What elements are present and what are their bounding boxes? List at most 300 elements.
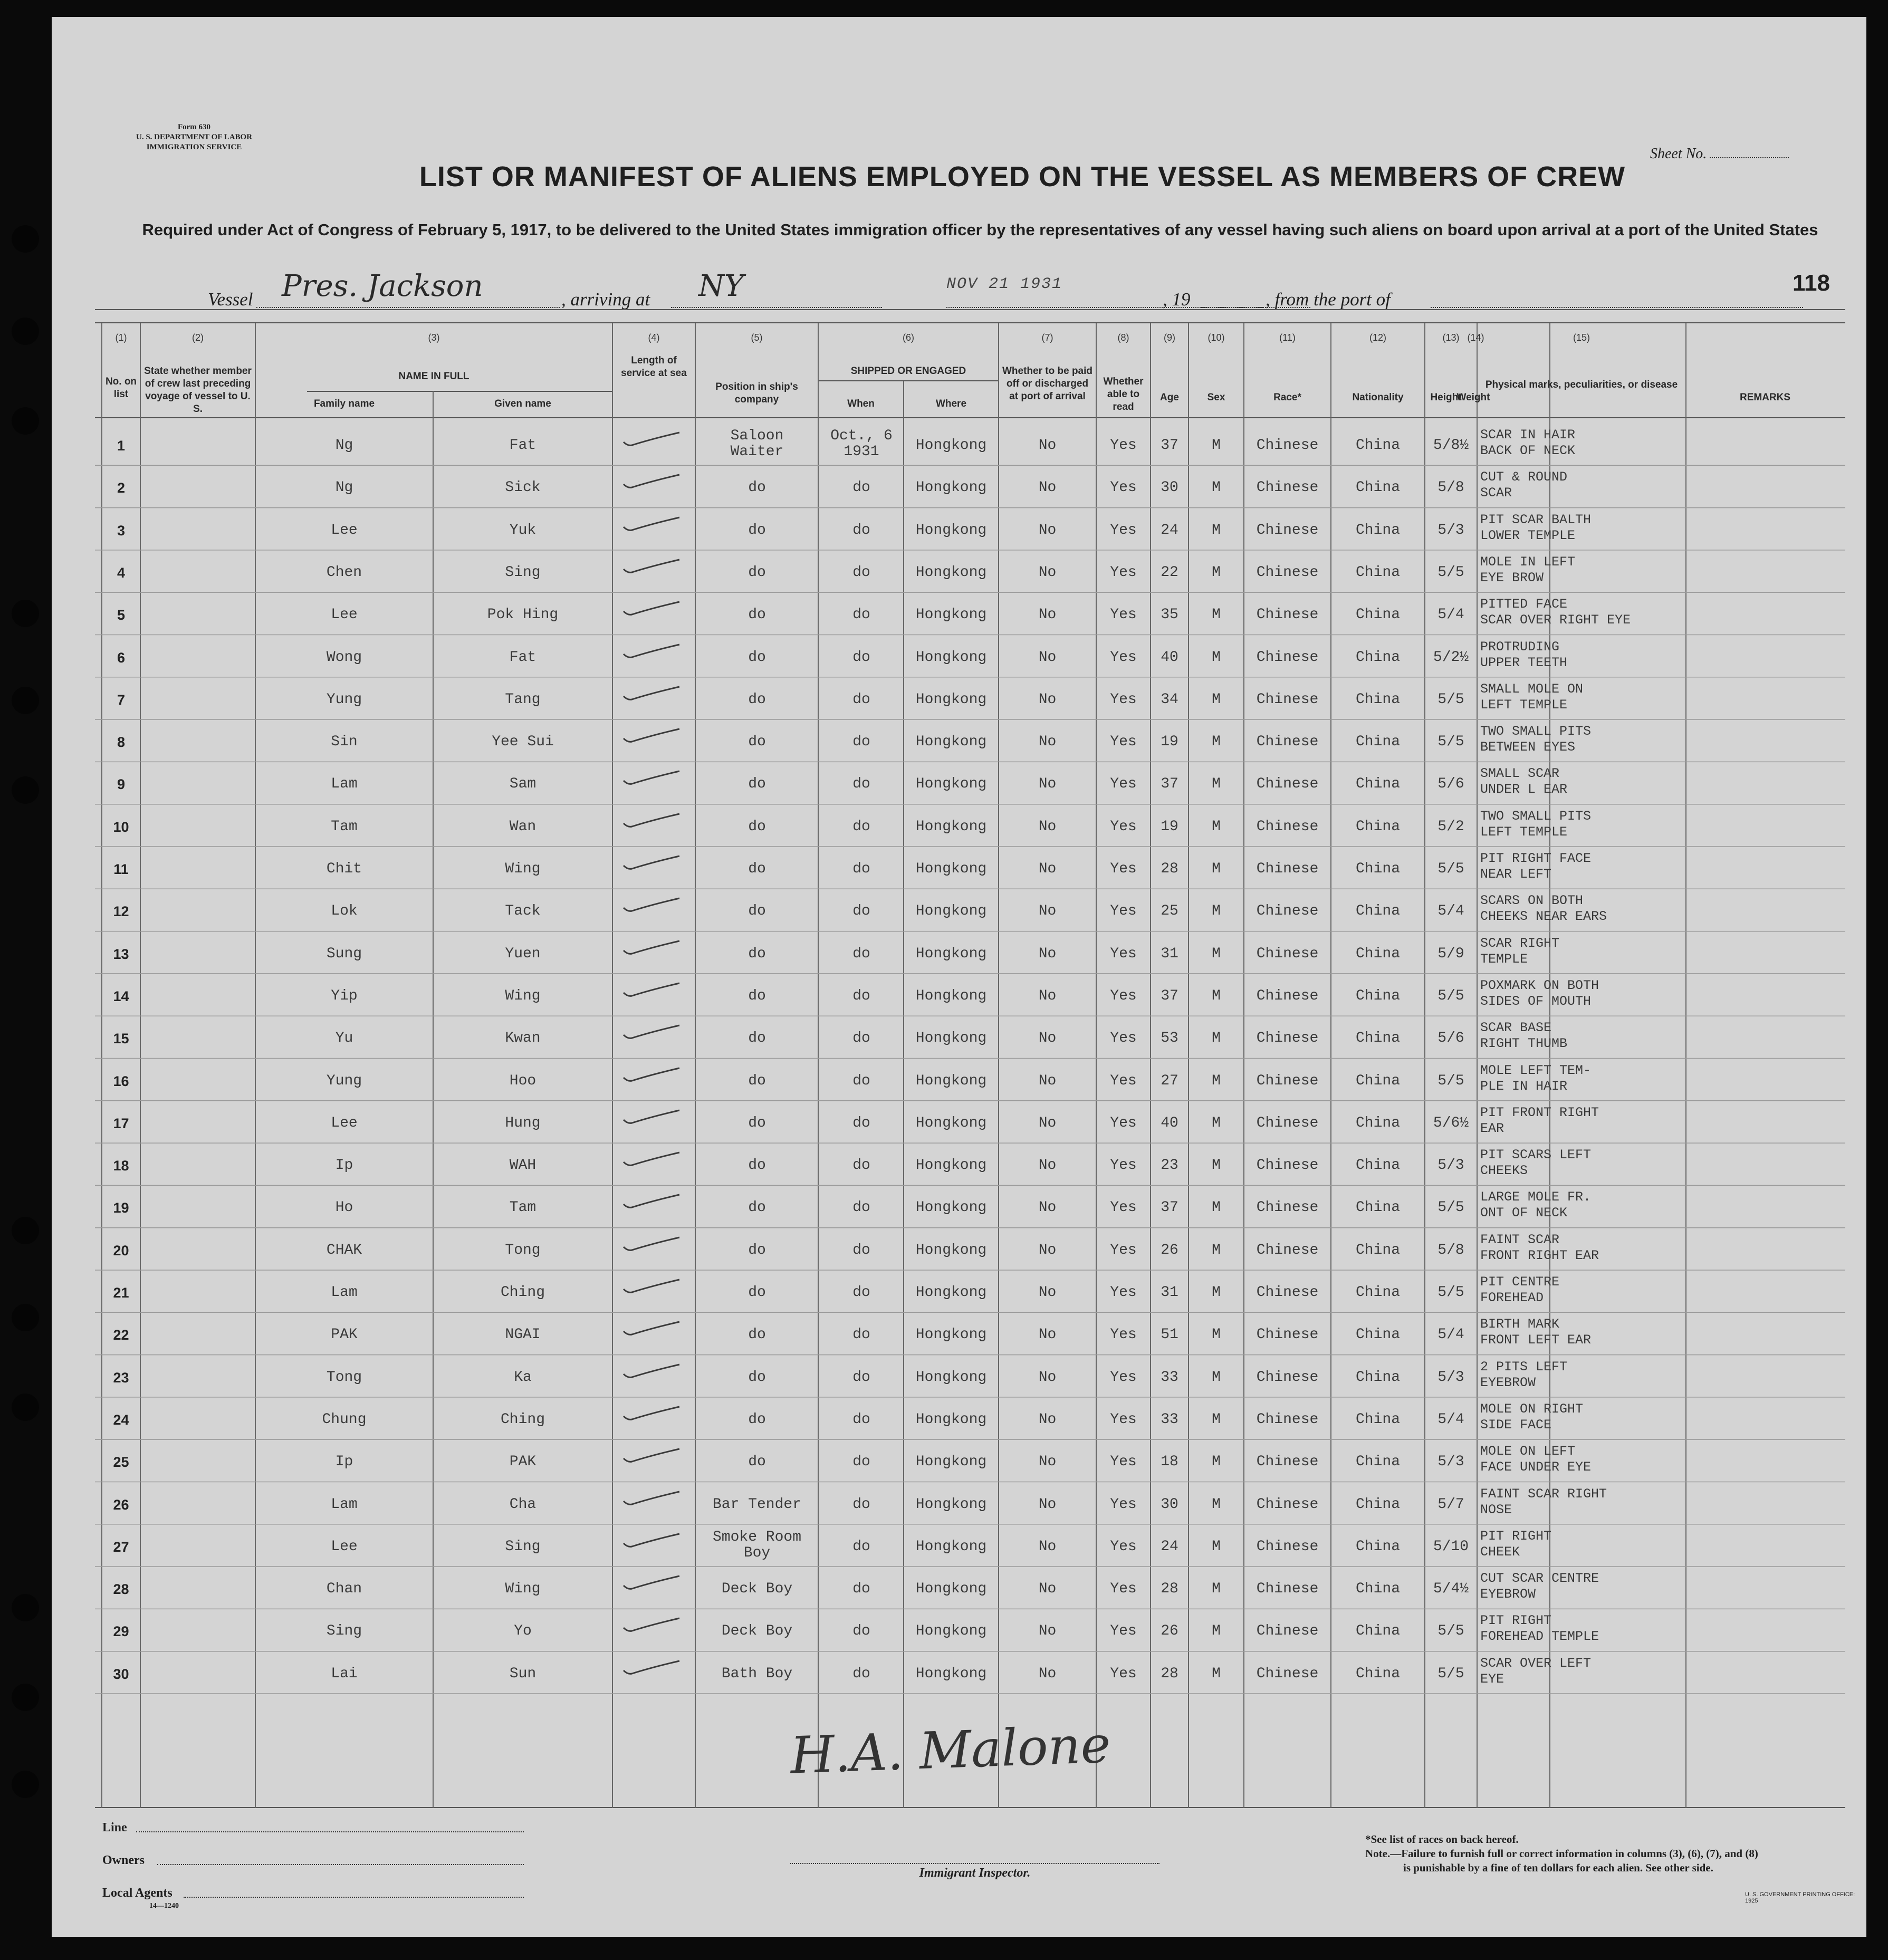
sex-cell: M bbox=[1212, 1454, 1221, 1471]
nationality-cell: China bbox=[1355, 1284, 1400, 1301]
family-name-cell: Lam bbox=[331, 1496, 358, 1513]
able-to-read-cell: Yes bbox=[1110, 1581, 1137, 1598]
able-to-read-cell: Yes bbox=[1110, 987, 1137, 1004]
year-label: , 19 bbox=[1163, 289, 1191, 310]
row-number: 16 bbox=[113, 1073, 129, 1089]
manifest-title: LIST OR MANIFEST OF ALIENS EMPLOYED ON THE VESSEL AS MEMBERS OF CREW bbox=[419, 161, 1626, 193]
where-cell: Hongkong bbox=[915, 1242, 987, 1258]
paid-off-cell: No bbox=[1038, 776, 1057, 793]
where-cell: Hongkong bbox=[915, 776, 987, 793]
position-cell: do bbox=[748, 1454, 766, 1471]
height-cell: 5/4 bbox=[1437, 1327, 1464, 1343]
age-cell: 18 bbox=[1161, 1454, 1178, 1471]
check-mark-icon bbox=[620, 558, 684, 575]
height-cell: 5/8 bbox=[1437, 1242, 1464, 1258]
paid-off-cell: No bbox=[1038, 903, 1057, 920]
header-given-name: Given name bbox=[494, 398, 551, 409]
nationality-cell: China bbox=[1355, 1496, 1400, 1513]
family-name-cell: Sin bbox=[331, 734, 358, 751]
when-cell: do bbox=[852, 987, 870, 1004]
physical-marks-cell: SMALL SCAR UNDER L EAR bbox=[1480, 766, 1568, 798]
nationality-cell: China bbox=[1355, 1454, 1400, 1471]
position-cell: do bbox=[748, 691, 766, 708]
check-mark-icon bbox=[620, 430, 684, 448]
family-name-cell: Tam bbox=[331, 818, 358, 835]
able-to-read-cell: Yes bbox=[1110, 1623, 1137, 1640]
family-name-cell: Chen bbox=[326, 564, 362, 581]
position-cell: do bbox=[748, 1157, 766, 1174]
check-mark-icon bbox=[620, 1235, 684, 1253]
height-cell: 5/5 bbox=[1437, 1199, 1464, 1216]
paid-off-cell: No bbox=[1038, 1665, 1057, 1682]
age-cell: 33 bbox=[1161, 1369, 1178, 1386]
when-cell: Oct., 6 1931 bbox=[830, 428, 893, 460]
race-cell: Chinese bbox=[1256, 1454, 1319, 1471]
nationality-cell: China bbox=[1355, 987, 1400, 1004]
header-where: Where bbox=[935, 398, 967, 409]
department-name: U. S. DEPARTMENT OF LABOR bbox=[136, 133, 253, 141]
race-cell: Chinese bbox=[1256, 522, 1319, 539]
age-cell: 27 bbox=[1161, 1072, 1178, 1089]
when-cell: do bbox=[852, 1114, 870, 1131]
paid-off-cell: No bbox=[1038, 1157, 1057, 1174]
when-cell: do bbox=[852, 818, 870, 835]
service-name: IMMIGRATION SERVICE bbox=[146, 143, 242, 151]
race-cell: Chinese bbox=[1256, 734, 1319, 751]
nationality-cell: China bbox=[1355, 1369, 1400, 1386]
age-cell: 23 bbox=[1161, 1157, 1178, 1174]
paid-off-cell: No bbox=[1038, 1242, 1057, 1258]
penalty-note bbox=[1365, 1847, 1758, 1861]
able-to-read-cell: Yes bbox=[1110, 1327, 1137, 1343]
sex-cell: M bbox=[1212, 1623, 1221, 1640]
when-cell: do bbox=[852, 1581, 870, 1598]
height-cell: 5/5 bbox=[1437, 1072, 1464, 1089]
when-cell: do bbox=[852, 1030, 870, 1047]
age-cell: 19 bbox=[1161, 818, 1178, 835]
manifest-page bbox=[52, 17, 1866, 1937]
when-cell: do bbox=[852, 607, 870, 623]
family-name-cell: Lai bbox=[331, 1665, 358, 1682]
binder-hole bbox=[12, 318, 39, 345]
nationality-cell: China bbox=[1355, 861, 1400, 877]
sex-cell: M bbox=[1212, 734, 1221, 751]
sex-cell: M bbox=[1212, 903, 1221, 920]
where-cell: Hongkong bbox=[915, 1369, 987, 1386]
check-mark-icon bbox=[620, 1405, 684, 1423]
race-cell: Chinese bbox=[1256, 861, 1319, 877]
header-family-name: Family name bbox=[313, 398, 375, 409]
binder-hole bbox=[12, 1594, 39, 1621]
when-cell: do bbox=[852, 903, 870, 920]
check-mark-icon bbox=[620, 1490, 684, 1507]
age-cell: 28 bbox=[1161, 1665, 1178, 1682]
where-cell: Hongkong bbox=[915, 945, 987, 962]
paid-off-cell: No bbox=[1038, 1496, 1057, 1513]
where-cell: Hongkong bbox=[915, 987, 987, 1004]
arriving-label: , arriving at bbox=[561, 289, 650, 310]
row-number: 19 bbox=[113, 1200, 129, 1216]
line-label: Line bbox=[102, 1821, 127, 1834]
sex-cell: M bbox=[1212, 649, 1221, 666]
where-cell: Hongkong bbox=[915, 1496, 987, 1513]
where-cell: Hongkong bbox=[915, 1538, 987, 1555]
paid-off-cell: No bbox=[1038, 1411, 1057, 1428]
age-cell: 34 bbox=[1161, 691, 1178, 708]
where-cell: Hongkong bbox=[915, 1199, 987, 1216]
row-number: 30 bbox=[113, 1666, 129, 1682]
physical-marks-cell: MOLE ON LEFT FACE UNDER EYE bbox=[1480, 1444, 1592, 1475]
physical-marks-cell: MOLE LEFT TEM- PLE IN HAIR bbox=[1480, 1062, 1592, 1094]
height-cell: 5/5 bbox=[1437, 691, 1464, 708]
family-name-cell: PAK bbox=[331, 1327, 358, 1343]
row-number: 22 bbox=[113, 1327, 129, 1343]
header-length-of-service: Length of service at sea bbox=[621, 355, 687, 379]
when-cell: do bbox=[852, 1454, 870, 1471]
when-cell: do bbox=[852, 479, 870, 496]
race-cell: Chinese bbox=[1256, 1199, 1319, 1216]
vessel-line bbox=[208, 269, 1843, 316]
race-cell: Chinese bbox=[1256, 1072, 1319, 1089]
header-age: Age bbox=[1160, 392, 1179, 403]
paid-off-cell: No bbox=[1038, 1114, 1057, 1131]
column-number: (2) bbox=[192, 332, 204, 343]
physical-marks-cell: PIT FRONT RIGHT EAR bbox=[1480, 1104, 1599, 1136]
owners-label: Owners bbox=[102, 1853, 145, 1867]
physical-marks-cell: SCAR RIGHT TEMPLE bbox=[1480, 935, 1560, 967]
row-number: 5 bbox=[117, 607, 126, 623]
age-cell: 26 bbox=[1161, 1623, 1178, 1640]
age-cell: 31 bbox=[1161, 1284, 1178, 1301]
check-mark-icon bbox=[620, 1616, 684, 1634]
sex-cell: M bbox=[1212, 522, 1221, 539]
binder-hole bbox=[12, 1217, 39, 1244]
sex-cell: M bbox=[1212, 691, 1221, 708]
nationality-cell: China bbox=[1355, 607, 1400, 623]
age-cell: 40 bbox=[1161, 1114, 1178, 1131]
nationality-cell: China bbox=[1355, 649, 1400, 666]
check-mark-icon bbox=[620, 1362, 684, 1380]
given-name-cell: Pok Hing bbox=[487, 607, 559, 623]
age-cell: 22 bbox=[1161, 564, 1178, 581]
binder-hole bbox=[12, 776, 39, 804]
race-cell: Chinese bbox=[1256, 607, 1319, 623]
nationality-cell: China bbox=[1355, 1157, 1400, 1174]
physical-marks-cell: FAINT SCAR RIGHT NOSE bbox=[1480, 1486, 1607, 1517]
nationality-cell: China bbox=[1355, 903, 1400, 920]
footer-notes bbox=[1365, 1832, 1758, 1875]
family-name-cell: Lee bbox=[331, 1538, 358, 1555]
height-cell: 5/2½ bbox=[1433, 649, 1469, 666]
row-number: 2 bbox=[117, 480, 126, 496]
vessel-label: Vessel bbox=[208, 289, 253, 310]
column-number: (1) bbox=[115, 332, 127, 343]
age-cell: 53 bbox=[1161, 1030, 1178, 1047]
height-cell: 5/9 bbox=[1437, 945, 1464, 962]
sex-cell: M bbox=[1212, 1157, 1221, 1174]
given-name-cell: NGAI bbox=[505, 1327, 541, 1343]
check-mark-icon bbox=[620, 1108, 684, 1126]
row-number: 24 bbox=[113, 1411, 129, 1428]
row-number: 9 bbox=[117, 776, 126, 793]
height-cell: 5/3 bbox=[1437, 1454, 1464, 1471]
height-cell: 5/8½ bbox=[1433, 437, 1469, 454]
physical-marks-cell: TWO SMALL PITS LEFT TEMPLE bbox=[1480, 808, 1592, 840]
height-cell: 5/2 bbox=[1437, 818, 1464, 835]
age-cell: 24 bbox=[1161, 1538, 1178, 1555]
sex-cell: M bbox=[1212, 1030, 1221, 1047]
nationality-cell: China bbox=[1355, 818, 1400, 835]
paid-off-cell: No bbox=[1038, 649, 1057, 666]
paid-off-cell: No bbox=[1038, 522, 1057, 539]
where-cell: Hongkong bbox=[915, 1327, 987, 1343]
header-height: Height bbox=[1430, 392, 1462, 403]
inspector-signature: H.A. Malone bbox=[789, 1715, 1112, 1785]
check-mark-icon bbox=[620, 854, 684, 872]
column-number: (15) bbox=[1573, 332, 1590, 343]
family-name-cell: Tong bbox=[326, 1369, 362, 1386]
race-cell: Chinese bbox=[1256, 437, 1319, 454]
row-number: 3 bbox=[117, 522, 126, 539]
physical-marks-cell: SCAR BASE RIGHT THUMB bbox=[1480, 1020, 1568, 1052]
position-cell: do bbox=[748, 1327, 766, 1343]
header-no-on-list: No. on list bbox=[105, 376, 137, 400]
physical-marks-cell: FAINT SCAR FRONT RIGHT EAR bbox=[1480, 1232, 1599, 1263]
nationality-cell: China bbox=[1355, 1538, 1400, 1555]
physical-marks-cell: 2 PITS LEFT EYEBROW bbox=[1480, 1359, 1568, 1390]
able-to-read-cell: Yes bbox=[1110, 1030, 1137, 1047]
binder-hole bbox=[12, 1304, 39, 1331]
note-text-cont: is punishable by a fine of ten dollars for each alien. See other side. bbox=[1403, 1861, 1713, 1874]
row-number: 18 bbox=[113, 1158, 129, 1174]
when-cell: do bbox=[852, 776, 870, 793]
check-mark-icon bbox=[620, 896, 684, 914]
physical-marks-cell: SMALL MOLE ON LEFT TEMPLE bbox=[1480, 681, 1584, 713]
race-cell: Chinese bbox=[1256, 649, 1319, 666]
header-shipped-or-engaged: SHIPPED OR ENGAGED bbox=[850, 366, 966, 377]
age-cell: 37 bbox=[1161, 437, 1178, 454]
physical-marks-cell: PITTED FACE SCAR OVER RIGHT EYE bbox=[1480, 597, 1631, 628]
nationality-cell: China bbox=[1355, 1327, 1400, 1343]
check-mark-icon bbox=[620, 981, 684, 999]
given-name-cell: Sing bbox=[505, 1538, 541, 1555]
physical-marks-cell: PIT SCAR BALTH LOWER TEMPLE bbox=[1480, 512, 1592, 543]
position-cell: Bath Boy bbox=[721, 1665, 793, 1682]
given-name-cell: Kwan bbox=[505, 1030, 541, 1047]
family-name-cell: Chit bbox=[326, 861, 362, 877]
race-cell: Chinese bbox=[1256, 1623, 1319, 1640]
family-name-cell: Sung bbox=[326, 945, 362, 962]
given-name-cell: Wan bbox=[509, 818, 536, 835]
column-number: (14) bbox=[1467, 332, 1484, 343]
header-able-to-read: Whether able to read bbox=[1103, 376, 1144, 412]
paid-off-cell: No bbox=[1038, 945, 1057, 962]
nationality-cell: China bbox=[1355, 1623, 1400, 1640]
race-cell: Chinese bbox=[1256, 1157, 1319, 1174]
where-cell: Hongkong bbox=[915, 437, 987, 454]
height-cell: 5/4 bbox=[1437, 903, 1464, 920]
physical-marks-cell: PIT RIGHT FACE NEAR LEFT bbox=[1480, 851, 1592, 882]
date-stamp: NOV 21 1931 bbox=[946, 275, 1063, 293]
check-mark-icon bbox=[620, 473, 684, 491]
physical-marks-cell: MOLE ON RIGHT SIDE FACE bbox=[1480, 1401, 1584, 1433]
given-name-cell: Sing bbox=[505, 564, 541, 581]
position-cell: do bbox=[748, 945, 766, 962]
row-number: 11 bbox=[113, 861, 129, 877]
column-number: (7) bbox=[1041, 332, 1053, 343]
nationality-cell: China bbox=[1355, 564, 1400, 581]
able-to-read-cell: Yes bbox=[1110, 564, 1137, 581]
paid-off-cell: No bbox=[1038, 1030, 1057, 1047]
family-name-cell: Ho bbox=[335, 1199, 353, 1216]
header-nationality: Nationality bbox=[1352, 392, 1404, 403]
when-cell: do bbox=[852, 1411, 870, 1428]
position-cell: do bbox=[748, 1030, 766, 1047]
position-cell: do bbox=[748, 564, 766, 581]
position-cell: do bbox=[748, 861, 766, 877]
where-cell: Hongkong bbox=[915, 903, 987, 920]
given-name-cell: Ching bbox=[500, 1284, 545, 1301]
family-name-cell: Lam bbox=[331, 776, 358, 793]
where-cell: Hongkong bbox=[915, 818, 987, 835]
sex-cell: M bbox=[1212, 987, 1221, 1004]
family-name-cell: Lok bbox=[331, 903, 358, 920]
paid-off-cell: No bbox=[1038, 1284, 1057, 1301]
paid-off-cell: No bbox=[1038, 1199, 1057, 1216]
note-text: —Failure to furnish full or correct information in columns (3), (6), (7), and (8) bbox=[1390, 1847, 1758, 1860]
check-mark-icon bbox=[620, 685, 684, 703]
age-cell: 30 bbox=[1161, 1496, 1178, 1513]
sex-cell: M bbox=[1212, 1072, 1221, 1089]
physical-marks-cell: PROTRUDING UPPER TEETH bbox=[1480, 639, 1568, 670]
given-name-cell: Fat bbox=[509, 649, 536, 666]
printer-imprint: U. S. GOVERNMENT PRINTING OFFICE: 1925 bbox=[1745, 1891, 1855, 1904]
arriving-port: NY bbox=[698, 269, 744, 303]
family-name-cell: Yip bbox=[331, 987, 358, 1004]
row-number: 10 bbox=[113, 819, 129, 835]
sheet-no-label: Sheet No. bbox=[1650, 146, 1707, 162]
able-to-read-cell: Yes bbox=[1110, 1284, 1137, 1301]
where-cell: Hongkong bbox=[915, 1623, 987, 1640]
form-number: Form 630 bbox=[177, 123, 211, 131]
row-number: 23 bbox=[113, 1369, 129, 1386]
race-cell: Chinese bbox=[1256, 1369, 1319, 1386]
physical-marks-cell: PIT RIGHT FOREHEAD TEMPLE bbox=[1480, 1613, 1599, 1645]
when-cell: do bbox=[852, 1242, 870, 1258]
given-name-cell: PAK bbox=[509, 1454, 536, 1471]
where-cell: Hongkong bbox=[915, 1411, 987, 1428]
nationality-cell: China bbox=[1355, 479, 1400, 496]
sex-cell: M bbox=[1212, 945, 1221, 962]
check-mark-icon bbox=[620, 600, 684, 618]
race-cell: Chinese bbox=[1256, 1114, 1319, 1131]
age-cell: 26 bbox=[1161, 1242, 1178, 1258]
able-to-read-cell: Yes bbox=[1110, 1157, 1137, 1174]
family-name-cell: Ip bbox=[335, 1454, 353, 1471]
race-cell: Chinese bbox=[1256, 1284, 1319, 1301]
race-cell: Chinese bbox=[1256, 1030, 1319, 1047]
sex-cell: M bbox=[1212, 818, 1221, 835]
race-cell: Chinese bbox=[1256, 1496, 1319, 1513]
check-mark-icon bbox=[620, 939, 684, 957]
able-to-read-cell: Yes bbox=[1110, 1199, 1137, 1216]
given-name-cell: Wing bbox=[505, 861, 541, 877]
paid-off-cell: No bbox=[1038, 607, 1057, 623]
binder-hole bbox=[12, 1771, 39, 1798]
age-cell: 28 bbox=[1161, 861, 1178, 877]
physical-marks-cell: TWO SMALL PITS BETWEEN EYES bbox=[1480, 724, 1592, 755]
header-paid-off: Whether to be paid off or discharged at port of arrival bbox=[1002, 366, 1092, 402]
paid-off-cell: No bbox=[1038, 1327, 1057, 1343]
check-mark-icon bbox=[620, 642, 684, 660]
sex-cell: M bbox=[1212, 564, 1221, 581]
age-cell: 28 bbox=[1161, 1581, 1178, 1598]
able-to-read-cell: Yes bbox=[1110, 1411, 1137, 1428]
physical-marks-cell: PIT CENTRE FOREHEAD bbox=[1480, 1274, 1560, 1305]
position-cell: do bbox=[748, 1114, 766, 1131]
position-cell: do bbox=[748, 1411, 766, 1428]
sex-cell: M bbox=[1212, 1284, 1221, 1301]
able-to-read-cell: Yes bbox=[1110, 1454, 1137, 1471]
manifest-subtitle: Required under Act of Congress of February 5, 1917, to be delivered to the United States immigration officer by the representatives of any vessel having such aliens on board upon arrival at a port of the United States bbox=[142, 220, 1818, 239]
vessel-name: Pres. Jackson bbox=[282, 269, 483, 303]
age-cell: 37 bbox=[1161, 776, 1178, 793]
able-to-read-cell: Yes bbox=[1110, 903, 1137, 920]
sex-cell: M bbox=[1212, 1581, 1221, 1598]
when-cell: do bbox=[852, 522, 870, 539]
when-cell: do bbox=[852, 861, 870, 877]
sex-cell: M bbox=[1212, 1411, 1221, 1428]
check-mark-icon bbox=[620, 1066, 684, 1084]
sex-cell: M bbox=[1212, 861, 1221, 877]
height-cell: 5/5 bbox=[1437, 987, 1464, 1004]
sex-cell: M bbox=[1212, 607, 1221, 623]
sheet-number: 118 bbox=[1793, 270, 1830, 296]
check-mark-icon bbox=[620, 769, 684, 787]
row-number: 15 bbox=[113, 1031, 129, 1047]
sex-cell: M bbox=[1212, 479, 1221, 496]
races-note: *See list of races on back hereof. bbox=[1365, 1833, 1519, 1846]
header-physical-marks: Physical marks, peculiarities, or disease bbox=[1485, 379, 1678, 390]
position-cell: do bbox=[748, 1072, 766, 1089]
height-cell: 5/3 bbox=[1437, 1157, 1464, 1174]
race-cell: Chinese bbox=[1256, 987, 1319, 1004]
where-cell: Hongkong bbox=[915, 522, 987, 539]
when-cell: do bbox=[852, 1327, 870, 1343]
physical-marks-cell: SCAR OVER LEFT EYE bbox=[1480, 1655, 1592, 1687]
where-cell: Hongkong bbox=[915, 1665, 987, 1682]
check-mark-icon bbox=[620, 1193, 684, 1210]
where-cell: Hongkong bbox=[915, 1581, 987, 1598]
given-name-cell: Yo bbox=[514, 1623, 532, 1640]
position-cell: Deck Boy bbox=[721, 1581, 793, 1598]
family-name-cell: Lam bbox=[331, 1284, 358, 1301]
nationality-cell: China bbox=[1355, 734, 1400, 751]
able-to-read-cell: Yes bbox=[1110, 691, 1137, 708]
when-cell: do bbox=[852, 1538, 870, 1555]
paid-off-cell: No bbox=[1038, 1581, 1057, 1598]
physical-marks-cell: CUT SCAR CENTRE EYEBROW bbox=[1480, 1571, 1599, 1602]
race-cell: Chinese bbox=[1256, 564, 1319, 581]
height-cell: 5/8 bbox=[1437, 479, 1464, 496]
column-number: (12) bbox=[1369, 332, 1386, 343]
nationality-cell: China bbox=[1355, 522, 1400, 539]
position-cell: do bbox=[748, 649, 766, 666]
sex-cell: M bbox=[1212, 776, 1221, 793]
nationality-cell: China bbox=[1355, 1665, 1400, 1682]
nationality-cell: China bbox=[1355, 776, 1400, 793]
position-cell: do bbox=[748, 1199, 766, 1216]
